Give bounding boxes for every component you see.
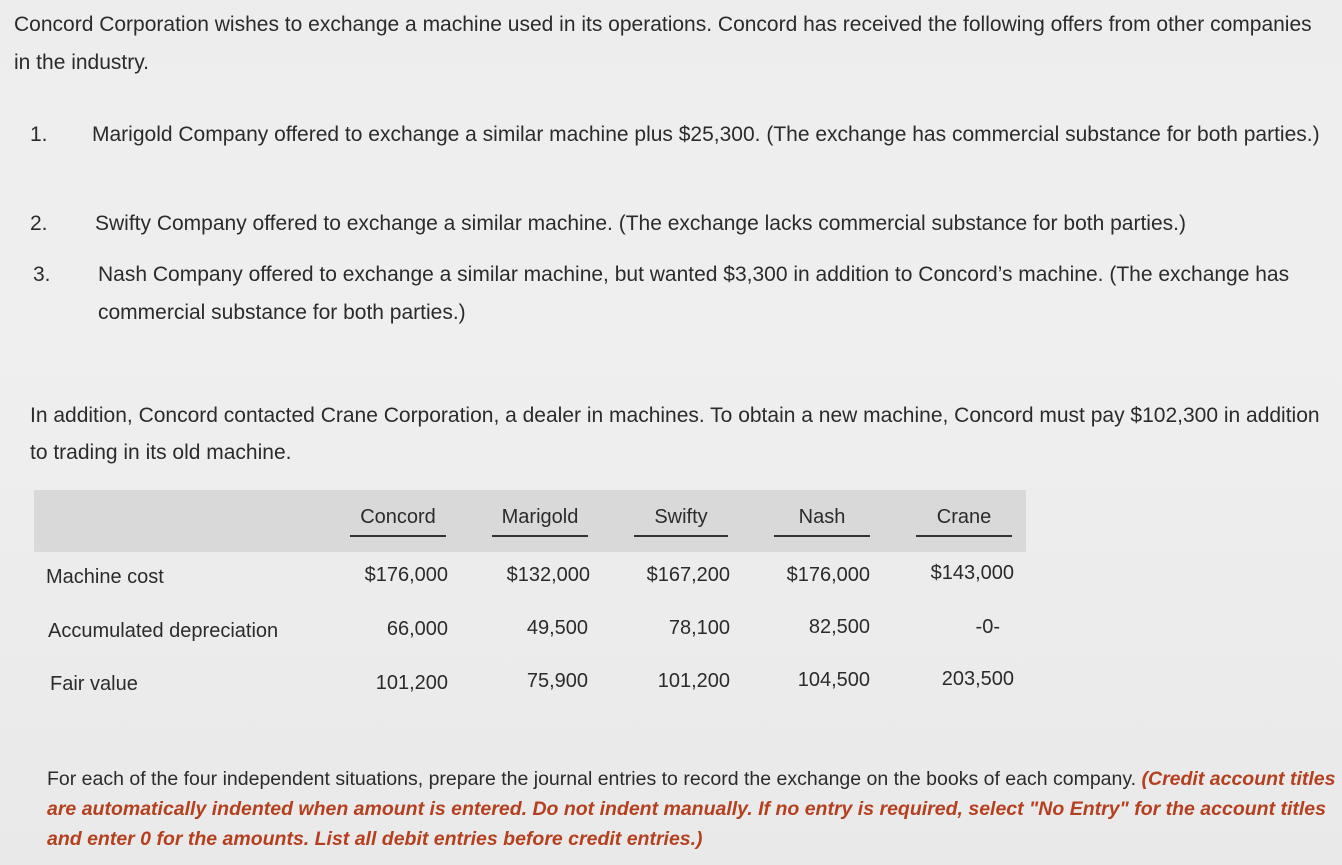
offer-number: 1. bbox=[30, 123, 48, 146]
instructions-emphasis: (Credit account titles are automatically indented when amount is entered. Do not indent manually. If no entry is required, select "No Entry" for the account titles and enter 0 for the amounts. List all debit entries before credit entries.) bbox=[47, 768, 1336, 850]
instructions-text: For each of the four independent situations, prepare the journal entries to record the exchange on the books of each company. bbox=[47, 768, 1142, 790]
row-label-fair-value: Fair value bbox=[50, 673, 138, 695]
cell-concord-accumulated-depreciation: 66,000 bbox=[386, 618, 448, 640]
cell-marigold-machine-cost: $132,000 bbox=[506, 564, 590, 586]
row-label-machine-cost: Machine cost bbox=[46, 566, 164, 588]
offer-text: Marigold Company offered to exchange a similar machine plus $25,300. (The exchange has commercial substance for both parties.) bbox=[92, 123, 1320, 146]
column-header-marigold: Marigold bbox=[492, 506, 588, 537]
offer-text: Nash Company offered to exchange a similar machine, but wanted $3,300 in addition to Concord’s machine. (The exchange has commercial substance for both parties.) bbox=[98, 263, 1290, 324]
cell-crane-fair-value: 203,500 bbox=[941, 668, 1014, 690]
column-header-crane: Crane bbox=[916, 506, 1012, 537]
offer-text: Swifty Company offered to exchange a similar machine. (The exchange lacks commercial substance for both parties.) bbox=[95, 212, 1186, 235]
cell-crane-accumulated-depreciation: -0- bbox=[975, 616, 1000, 638]
cell-marigold-accumulated-depreciation: 49,500 bbox=[526, 617, 588, 639]
cell-swifty-machine-cost: $167,200 bbox=[646, 564, 730, 586]
crane-paragraph: In addition, Concord contacted Crane Corporation, a dealer in machines. To obtain a new machine, Concord must pay $102,300 in addition to trading in its old machine. bbox=[30, 404, 1320, 464]
machine-data-table bbox=[34, 490, 1026, 710]
column-header-nash: Nash bbox=[774, 506, 870, 537]
cell-swifty-fair-value: 101,200 bbox=[657, 670, 730, 692]
journal-entry-instructions bbox=[47, 764, 1337, 854]
column-header-swifty: Swifty bbox=[634, 506, 728, 537]
row-label-accumulated-depreciation: Accumulated depreciation bbox=[48, 620, 279, 642]
cell-concord-machine-cost: $176,000 bbox=[364, 564, 448, 586]
cell-nash-machine-cost: $176,000 bbox=[786, 564, 870, 586]
column-header-concord: Concord bbox=[350, 506, 446, 537]
offer-number: 3. bbox=[33, 263, 51, 286]
cell-marigold-fair-value: 75,900 bbox=[526, 670, 588, 692]
offer-number: 2. bbox=[30, 212, 48, 235]
cell-crane-machine-cost: $143,000 bbox=[930, 562, 1014, 584]
cell-concord-fair-value: 101,200 bbox=[375, 672, 448, 694]
intro-paragraph: Concord Corporation wishes to exchange a machine used in its operations. Concord has received the following offers from other companies in the industry. bbox=[14, 13, 1312, 74]
cell-nash-accumulated-depreciation: 82,500 bbox=[808, 616, 870, 638]
cell-nash-fair-value: 104,500 bbox=[797, 669, 870, 691]
cell-swifty-accumulated-depreciation: 78,100 bbox=[668, 617, 730, 639]
